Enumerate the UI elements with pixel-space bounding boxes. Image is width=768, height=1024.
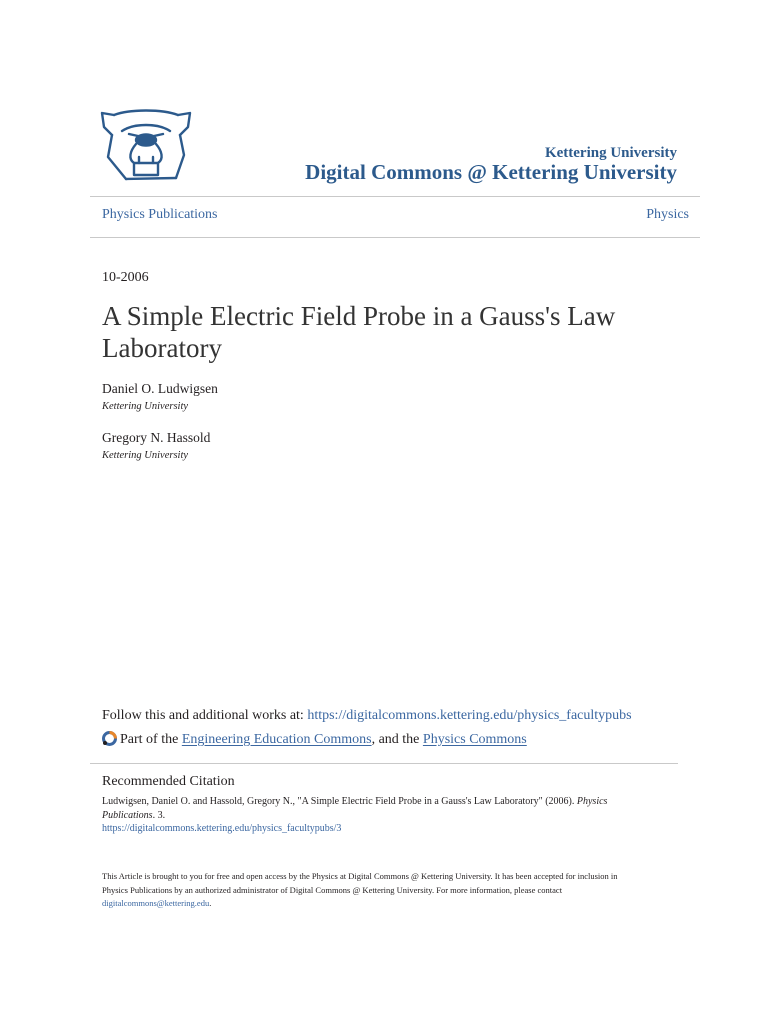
author-affiliation: Kettering University (102, 450, 189, 461)
bulldog-brow (122, 125, 170, 131)
follow-line (102, 708, 632, 724)
bulldog-muzzle-left (130, 144, 136, 163)
bulldog-ear-left (102, 113, 114, 135)
citation-text (102, 795, 642, 836)
network-icon-dot (103, 741, 107, 745)
bulldog-logo (100, 107, 192, 183)
disclaimer-end: . (209, 898, 212, 908)
department-link[interactable]: Physics (646, 207, 689, 222)
disclaimer-line: This Article is brought to you for free and open access by the Physics at Digital Commons @ Kettering University. It has been accepted for inclusion in (102, 871, 618, 881)
disclaimer-contact (102, 897, 618, 911)
author-name: Gregory N. Hassold (102, 430, 211, 445)
citation-series: Physics Publications (102, 796, 608, 821)
follow-prefix: Follow this and additional works at: (102, 708, 308, 723)
part-of-line (120, 732, 527, 748)
bulldog-cheek-left (108, 135, 126, 179)
network-icon-segment (110, 733, 116, 739)
disclaimer-line: Physics Publications by an authorized administrator of Digital Commons @ Kettering University. For more information, please contact (102, 884, 563, 895)
publication-date: 10-2006 (102, 270, 149, 285)
author-affiliation: Kettering University (102, 401, 189, 412)
bulldog-jaw (126, 178, 176, 179)
bulldog-eye-left (129, 134, 138, 136)
header-divider (90, 196, 700, 197)
part-of-middle: , and the (371, 732, 423, 747)
article-title: A Simple Electric Field Probe in a Gauss's Law Laboratory (102, 301, 616, 363)
author-name: Daniel O. Ludwigsen (102, 381, 218, 396)
bulldog-eye-right (154, 134, 163, 136)
series-link[interactable]: Physics Publications (102, 207, 218, 222)
citation-url-link[interactable]: https://digitalcommons.kettering.edu/physics_facultypubs/3 (102, 823, 342, 834)
nav-divider (90, 237, 700, 238)
citation-body: Ludwigsen, Daniel O. and Hassold, Gregory N., "A Simple Electric Field Probe in a Gauss's Law Laboratory" (2006). (102, 796, 577, 807)
bulldog-muzzle-right (156, 144, 162, 163)
contact-email-link[interactable]: digitalcommons@kettering.edu (102, 898, 210, 908)
bulldog-ear-right (178, 113, 190, 135)
bulldog-cheek-right (176, 135, 184, 178)
bulldog-nose (136, 135, 156, 146)
physics-commons-link[interactable]: Physics Commons (422, 732, 527, 747)
network-icon (101, 730, 118, 747)
citation-divider (90, 763, 678, 764)
institution-name: Kettering University (544, 145, 677, 161)
citation-number: . 3. (152, 809, 166, 821)
bulldog-mouth (134, 163, 158, 175)
repository-title[interactable]: Digital Commons @ Kettering University (305, 160, 677, 184)
part-of-prefix: Part of the (120, 732, 182, 747)
disclaimer (102, 870, 618, 911)
engineering-education-commons-link[interactable]: Engineering Education Commons (181, 732, 372, 747)
citation-heading: Recommended Citation (102, 774, 235, 789)
bulldog-head-top (114, 111, 178, 116)
collection-url-link[interactable]: https://digitalcommons.kettering.edu/physics_facultypubs (307, 708, 632, 723)
